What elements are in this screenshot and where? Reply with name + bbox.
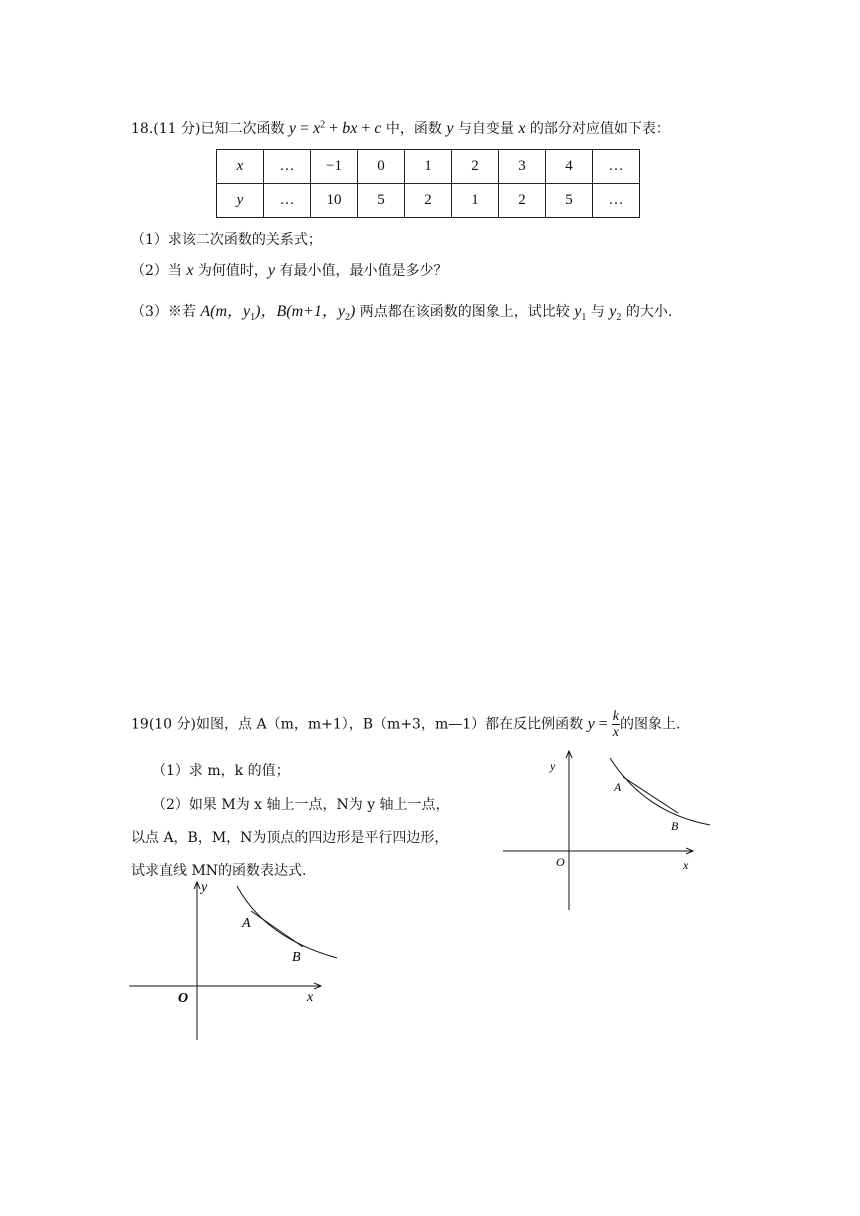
- func-y: y: [587, 715, 595, 733]
- q19-part1: （1）求 m，k 的值；: [152, 763, 290, 779]
- q18-header: [131, 118, 670, 138]
- subscript: 2: [616, 311, 622, 323]
- label-a: A: [242, 916, 251, 931]
- q18-number: 18.: [131, 121, 154, 137]
- label-y: y: [201, 880, 208, 895]
- q18-part3: [131, 298, 672, 323]
- q19-intro: 如图，点 A（m，m+1），B（m+3，m—1）都在反比例函数: [196, 716, 584, 733]
- part2-text: （2）当: [131, 263, 187, 279]
- formula-bx: bx: [342, 120, 358, 137]
- formula-c: c: [374, 120, 382, 137]
- label-b: B: [292, 950, 301, 965]
- table-cell: 3: [499, 150, 546, 184]
- q18-intro: 已知二次函数: [200, 121, 285, 137]
- var-y: y: [267, 262, 276, 279]
- table-cell: 10: [311, 184, 358, 218]
- q18-score: (11 分): [153, 121, 201, 137]
- q18-intro: 的部分对应值如下表：: [525, 121, 670, 137]
- table-cell: 2: [499, 184, 546, 218]
- table-cell: …: [593, 150, 640, 184]
- point-b-end: ): [350, 303, 356, 320]
- table-cell: …: [264, 150, 311, 184]
- segment-ab: [251, 911, 303, 947]
- table-cell: 1: [405, 150, 452, 184]
- var-x: x: [186, 262, 194, 279]
- formula-eq: =: [296, 120, 314, 137]
- q18-part1: （1）求该二次函数的关系式；: [131, 232, 322, 248]
- formula-y: y: [288, 120, 297, 137]
- subscript: 1: [250, 311, 256, 323]
- formula-square: 2: [320, 119, 326, 131]
- subscript: 1: [581, 311, 587, 323]
- var-x: x: [518, 120, 526, 137]
- table-cell: −1: [311, 150, 358, 184]
- point-b: B(m+1，y: [276, 303, 346, 320]
- part2-text: 有最小值，最小值是多少？: [275, 263, 448, 279]
- q19-intro: 的图象上.: [619, 716, 681, 733]
- formula-plus: +: [325, 120, 343, 137]
- formula-x: x: [313, 120, 321, 137]
- figure-left: [125, 878, 345, 1046]
- table-cell: …: [264, 184, 311, 218]
- hyperbola-curve: [237, 886, 337, 958]
- q19-number: 19(10 分): [131, 716, 197, 733]
- table-cell: …: [593, 184, 640, 218]
- part3-text: 与: [586, 304, 610, 320]
- part3-text: （3）※若: [131, 304, 201, 320]
- table-cell: 0: [358, 150, 405, 184]
- table-cell: x: [217, 150, 264, 184]
- point-a: A(m，y: [200, 303, 251, 320]
- label-origin: O: [178, 991, 189, 1006]
- fraction-k-over-x: [612, 709, 620, 740]
- table-cell: 5: [358, 184, 405, 218]
- label-x: x: [683, 858, 689, 872]
- q18-intro: 与自变量: [453, 121, 519, 137]
- point-a-end: )，: [255, 303, 277, 320]
- part3-text: 两点都在该函数的图象上，试比较: [355, 304, 575, 320]
- label-a: A: [614, 780, 622, 794]
- var-y: y: [446, 120, 454, 137]
- q18-part2: [131, 260, 447, 280]
- part2-text: 为何值时，: [193, 263, 268, 279]
- value-table: [216, 149, 640, 218]
- q19-header: [131, 709, 680, 740]
- label-x: x: [307, 990, 314, 1005]
- table-row-x: [217, 150, 640, 184]
- table-cell: 2: [452, 150, 499, 184]
- table-row-y: [217, 184, 640, 218]
- label-origin: O: [556, 855, 565, 869]
- var-y2: y: [609, 303, 617, 320]
- segment-ab: [623, 777, 678, 813]
- q19-part2-line2: 以点 A，B，M，N为顶点的四边形是平行四边形，: [131, 830, 449, 846]
- label-y: y: [550, 759, 556, 773]
- figure-right: [495, 745, 720, 915]
- table-cell: 1: [452, 184, 499, 218]
- table-cell: y: [217, 184, 264, 218]
- part3-text: 的大小.: [621, 304, 673, 320]
- table-cell: 5: [546, 184, 593, 218]
- table-cell: 2: [405, 184, 452, 218]
- q18-intro: 中，函数: [381, 121, 447, 137]
- q19-part2-line3: 试求直线 MN的函数表达式.: [131, 863, 307, 879]
- var-y1: y: [574, 303, 582, 320]
- func-eq: =: [594, 715, 612, 733]
- label-b: B: [671, 819, 679, 833]
- fraction-denominator: x: [612, 725, 619, 740]
- formula-plus: +: [357, 120, 375, 137]
- q19-part2-line1: （2）如果 M为 x 轴上一点，N为 y 轴上一点，: [152, 797, 450, 813]
- hyperbola-curve: [610, 758, 710, 825]
- subscript: 2: [345, 311, 351, 323]
- fraction-numerator: k: [612, 709, 619, 724]
- table-cell: 4: [546, 150, 593, 184]
